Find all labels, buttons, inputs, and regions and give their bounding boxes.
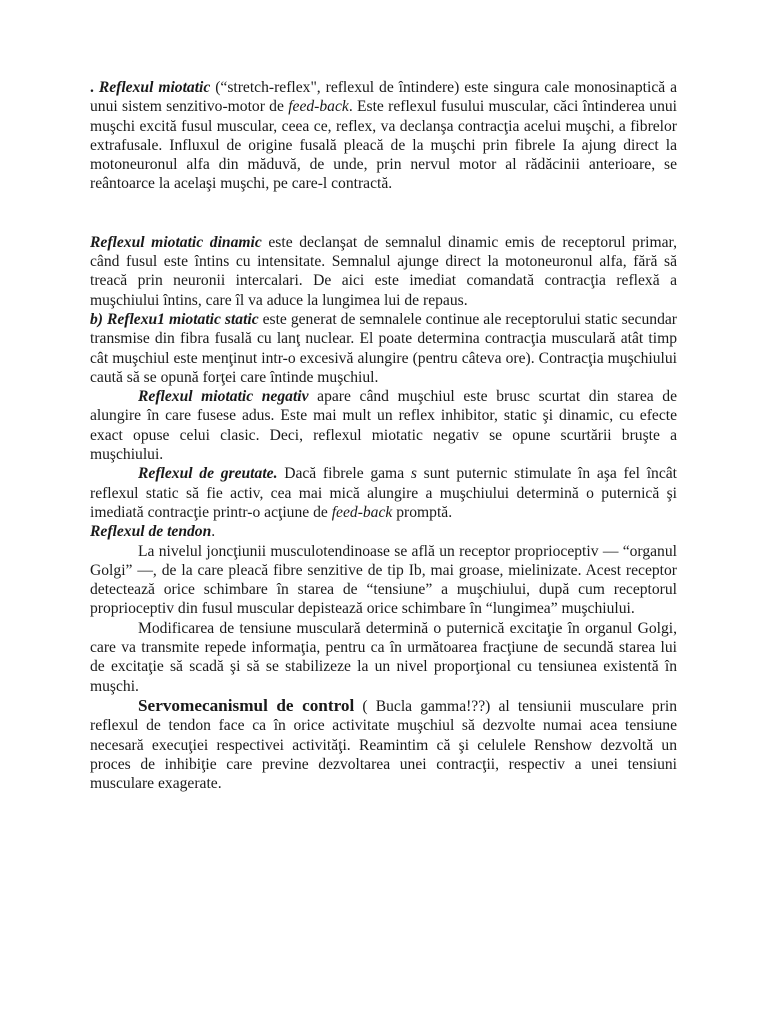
paragraph-reflexul-miotatic: [90, 78, 677, 194]
lead-mark: .: [90, 79, 99, 96]
heading-reflexul-de-tendon-line: [90, 522, 677, 541]
heading-dot: .: [211, 523, 216, 541]
paragraph-reflexul-dinamic: [90, 233, 677, 310]
paragraph-text: este declanşat de semnalul dinamic emis de receptorul primar, când fusul este întins cu intensitate. Semnalul ajunge direct la motoneuronul alfa, fără să treacă prin neuronii intercalari. De aici este imediat comandată contracţia reflexă a muşchiului întins, care îl va aduce la lungimea lui de repaus.: [90, 233, 677, 309]
paragraph-text: apare când muşchiul este brusc scurtat din starea de alungire în care fusese adus. Este mai mult un reflex inhibitor, static şi dinamic, cu efecte exact opuse celui clasic. Deci, reflexul miotatic negativ se opune scurtării bruşte a muşchiului.: [90, 388, 677, 464]
term-s: s: [410, 465, 417, 483]
heading-reflexul-dinamic: Reflexul miotatic dinamic: [90, 233, 262, 251]
paragraph-text: (“stretch-reflex", reflexul de întindere) este singura cale monosinaptică a unui sistem senzitivo-motor de: [90, 79, 677, 116]
document-page: [90, 78, 677, 793]
term-feed-back: feed-back: [331, 503, 393, 521]
heading-reflexul-negativ: Reflexul miotatic negativ: [138, 388, 309, 406]
paragraph-modificarea-tensiune: Modificarea de tensiune musculară determină o puternică excitaţie în organul Golgi, care va transmite repede informaţia, pentru ca în următoarea fracţiune de secundă starea lui de excitaţie să scadă şi să se stabilizeze la un nivel proporţional cu tensiunea existentă în muşchi.: [90, 619, 677, 695]
paragraph-reflexul-greutate: [90, 464, 677, 522]
paragraph-servomecanismul: [90, 696, 677, 793]
heading-reflexul-greutate: Reflexul de greutate.: [138, 465, 278, 483]
paragraph-text: este generat de semnalele continue ale receptorului static secundar transmise din fibra fusală cu lanţ nuclear. El poate determina contracţia musculară atât timp cât muşchiul este menţinut intr-o excesivă alungire (pentru câteva ore). Contracţia muşchiului caută să se opună forţei care întinde muşchiul.: [90, 310, 677, 386]
paragraph-reflexul-static: [90, 310, 677, 387]
paragraph-text: ( Bucla gamma!??) al tensiunii musculare prin reflexul de tendon face ca în orice activitate muşchiul să dezvolte numai acea tensiune necesară execuţiei respectivei activităţi. Reamintim că şi celulele Renshow dezvoltă un proces de inhibiţie care previne dezvoltarea unei contracţii, respectiv a unei tensiuni musculare exagerate.: [90, 697, 677, 793]
paragraph-text: sunt puternic stimulate în aşa fel încât reflexul static să fie activ, cea mai mică alungire a muşchiului determină o puternică şi imediată contracţie printr-o acţiune de: [90, 465, 678, 521]
paragraph-text: . Este reflexul fusului muscular, căci întinderea unui muşchi excită fusul muscular, ceea ce, reflex, va declanşa contracţia acelui muşchi, a fibrelor extrafusale. Influxul de origine fusală pleacă de la muşchi prin fibrele Ia ajung direct la motoneuronul alfa din măduvă, de unde, prin nervul motor al rădăcinii anterioare, se reântoarce la acelaşi muşchi, pe care-l contractă.: [90, 98, 677, 193]
paragraph-organul-golgi: La nivelul joncţiunii musculotendinoase se află un receptor proprioceptiv — “organul Golgi” —, de la care pleacă fibre senzitive de tip Ib, mai groase, mielinizate. Acest receptor detectează orice schimbare în starea de “tensiune” a muşchiului, după cum receptorul proprioceptiv din fusul muscular depistează orice schimbare în “lungimea” muşchiului.: [90, 542, 677, 618]
heading-reflexul-static: b) Reflexu1 miotatic static: [90, 310, 259, 328]
heading-servomecanismul: Servomecanismul de control: [138, 695, 355, 715]
heading-reflexul-miotatic: Reflexul miotatic: [98, 79, 211, 96]
paragraph-text: Dacă fibrele gama: [277, 465, 411, 483]
heading-reflexul-de-tendon: Reflexul de tendon: [90, 523, 212, 541]
paragraph-text: promptă.: [392, 503, 453, 521]
term-feed-back: feed-back: [288, 98, 349, 116]
paragraph-reflexul-negativ: [90, 387, 677, 464]
paragraph-gap: [90, 194, 677, 233]
